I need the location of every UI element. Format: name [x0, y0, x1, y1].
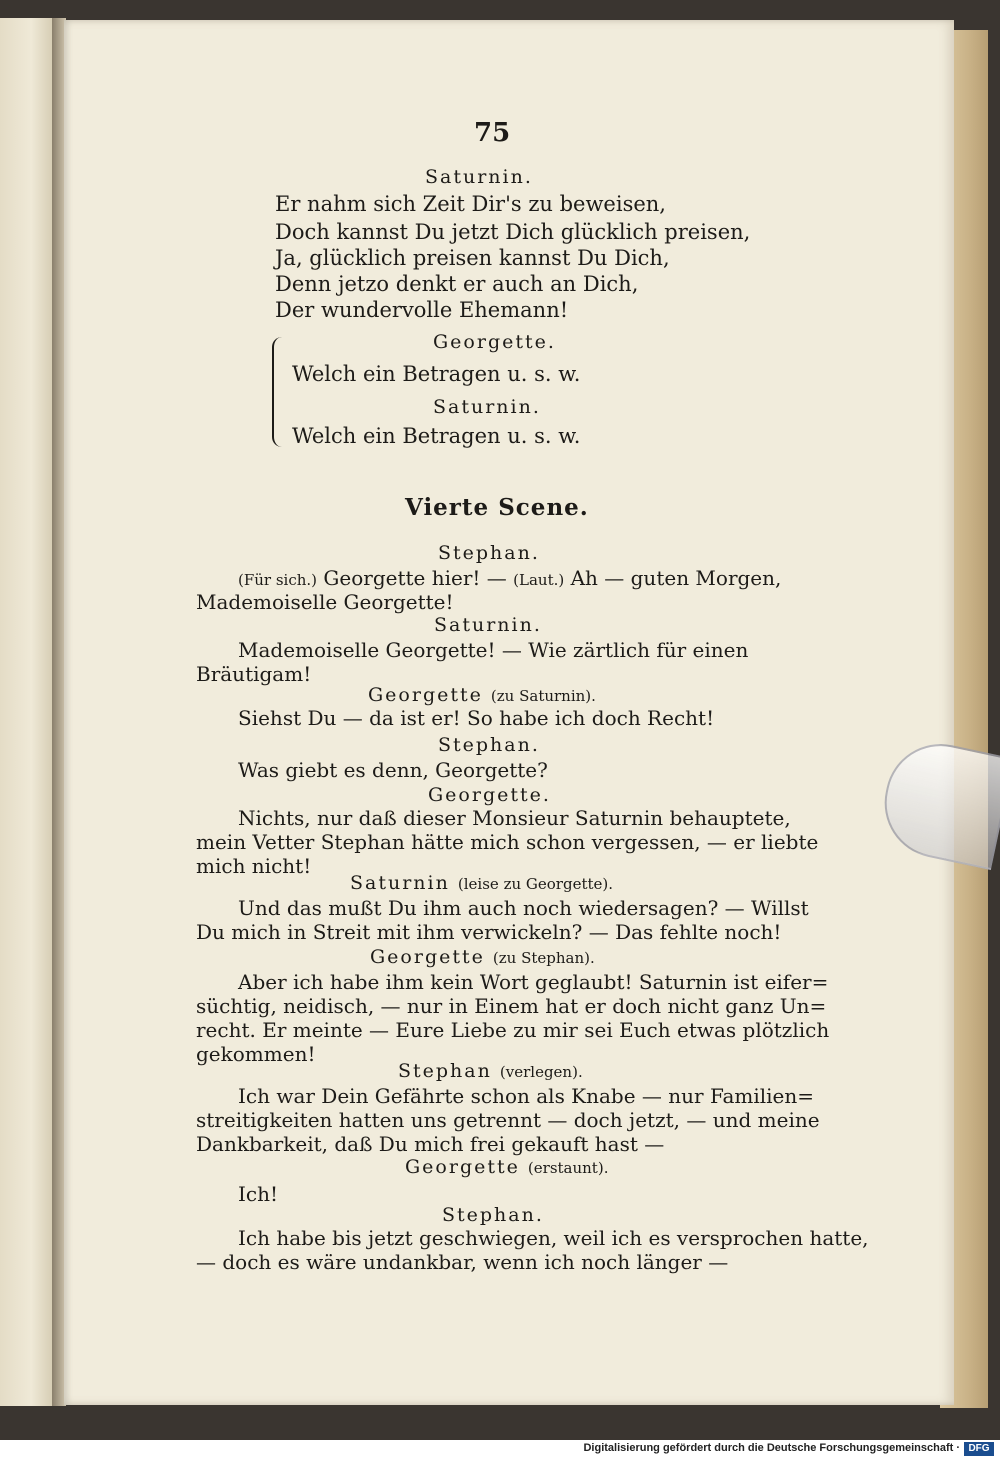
verse-line: Doch kannst Du jetzt Dich glücklich preisen,: [275, 220, 751, 244]
scene-title: Vierte Scene.: [405, 494, 589, 521]
stage-direction: (Für sich.): [238, 571, 318, 589]
dialogue-line: streitigkeiten hatten uns getrennt — doch jetzt, — und meine: [196, 1108, 820, 1132]
speaker-georgette: Georgette.: [433, 331, 556, 353]
speaker-name: Georgette: [405, 1156, 520, 1178]
verse-line: Er nahm sich Zeit Dir's zu beweisen,: [275, 192, 666, 216]
verse-line: Der wundervolle Ehemann!: [275, 298, 569, 322]
dialogue-line: Ich habe bis jetzt geschwiegen, weil ich es versprochen hatte,: [238, 1226, 869, 1250]
dialogue-line: Ich war Dein Gefährte schon als Knabe — nur Familien=: [238, 1084, 815, 1108]
speaker-name: Georgette: [368, 684, 483, 706]
dialogue-line: [238, 566, 781, 590]
speaker-stephan: Stephan.: [438, 542, 540, 564]
dialogue-text: Ah — guten Morgen,: [570, 566, 782, 590]
speaker-georgette: [405, 1156, 608, 1178]
dialogue-line: mein Vetter Stephan hätte mich schon vergessen, — er liebte: [196, 830, 819, 854]
speaker-name: Georgette: [370, 946, 485, 968]
speaker-saturnin: Saturnin.: [425, 166, 533, 188]
dialogue-line: süchtig, neidisch, — nur in Einem hat er doch nicht ganz Un=: [196, 994, 827, 1018]
stage-direction: (leise zu Georgette).: [457, 875, 613, 893]
verse-line: Denn jetzo denkt er auch an Dich,: [275, 272, 639, 296]
speaker-name: Saturnin: [350, 872, 450, 894]
dialogue-line: Mademoiselle Georgette! — Wie zärtlich für einen: [238, 638, 749, 662]
dialogue-line: Siehst Du — da ist er! So habe ich doch Recht!: [238, 706, 715, 730]
stage-direction: (zu Stephan).: [492, 949, 595, 967]
left-page-edge: [0, 18, 52, 1406]
dialogue-line: Aber ich habe ihm kein Wort geglaubt! Saturnin ist eifer=: [238, 970, 829, 994]
speaker-georgette: Georgette.: [428, 784, 551, 806]
dialogue-line: — doch es wäre undankbar, wenn ich noch länger —: [196, 1250, 729, 1274]
dialogue-line: Und das mußt Du ihm auch noch wiedersagen? — Willst: [238, 896, 809, 920]
dialogue-line: Du mich in Streit mit ihm verwickeln? — Das fehlte noch!: [196, 920, 782, 944]
dialogue-line: mich nicht!: [196, 854, 312, 878]
speaker-name: Stephan: [398, 1060, 492, 1082]
dialogue-line: Mademoiselle Georgette!: [196, 590, 454, 614]
stage-direction: (Laut.): [513, 571, 565, 589]
dialogue-text: Georgette hier! —: [323, 566, 507, 590]
duet-brace: [272, 337, 284, 447]
speaker-stephan: Stephan.: [438, 734, 540, 756]
speaker-georgette: [370, 946, 595, 968]
page-number: 75: [474, 118, 511, 148]
stage-direction: (erstaunt).: [527, 1159, 609, 1177]
speaker-stephan: Stephan.: [442, 1204, 544, 1226]
verse-line: Ja, glücklich preisen kannst Du Dich,: [275, 246, 670, 270]
speaker-stephan: [398, 1060, 583, 1082]
speaker-georgette: [368, 684, 596, 706]
dialogue-line: Dankbarkeit, daß Du mich frei gekauft hast —: [196, 1132, 665, 1156]
dialogue-line: Nichts, nur daß dieser Monsieur Saturnin behauptete,: [238, 806, 791, 830]
dialogue-line: recht. Er meinte — Eure Liebe zu mir sei Euch etwas plötzlich: [196, 1018, 830, 1042]
dialogue-line: Bräutigam!: [196, 662, 312, 686]
speaker-saturnin: Saturnin.: [434, 614, 542, 636]
speaker-saturnin: Saturnin.: [433, 396, 541, 418]
footer-credit: Digitalisierung gefördert durch die Deutsche Forschungsgemeinschaft ·: [583, 1442, 960, 1454]
dialogue-line: gekommen!: [196, 1042, 316, 1066]
dfg-logo-icon: DFG: [964, 1442, 994, 1456]
stage-direction: (verlegen).: [499, 1063, 583, 1081]
stage-direction: (zu Saturnin).: [490, 687, 596, 705]
duet-line: Welch ein Betragen u. s. w.: [292, 424, 581, 448]
duet-line: Welch ein Betragen u. s. w.: [292, 362, 581, 386]
speaker-saturnin: [350, 872, 613, 894]
dialogue-line: Was giebt es denn, Georgette?: [238, 758, 548, 782]
dialogue-line: Ich!: [238, 1182, 279, 1206]
